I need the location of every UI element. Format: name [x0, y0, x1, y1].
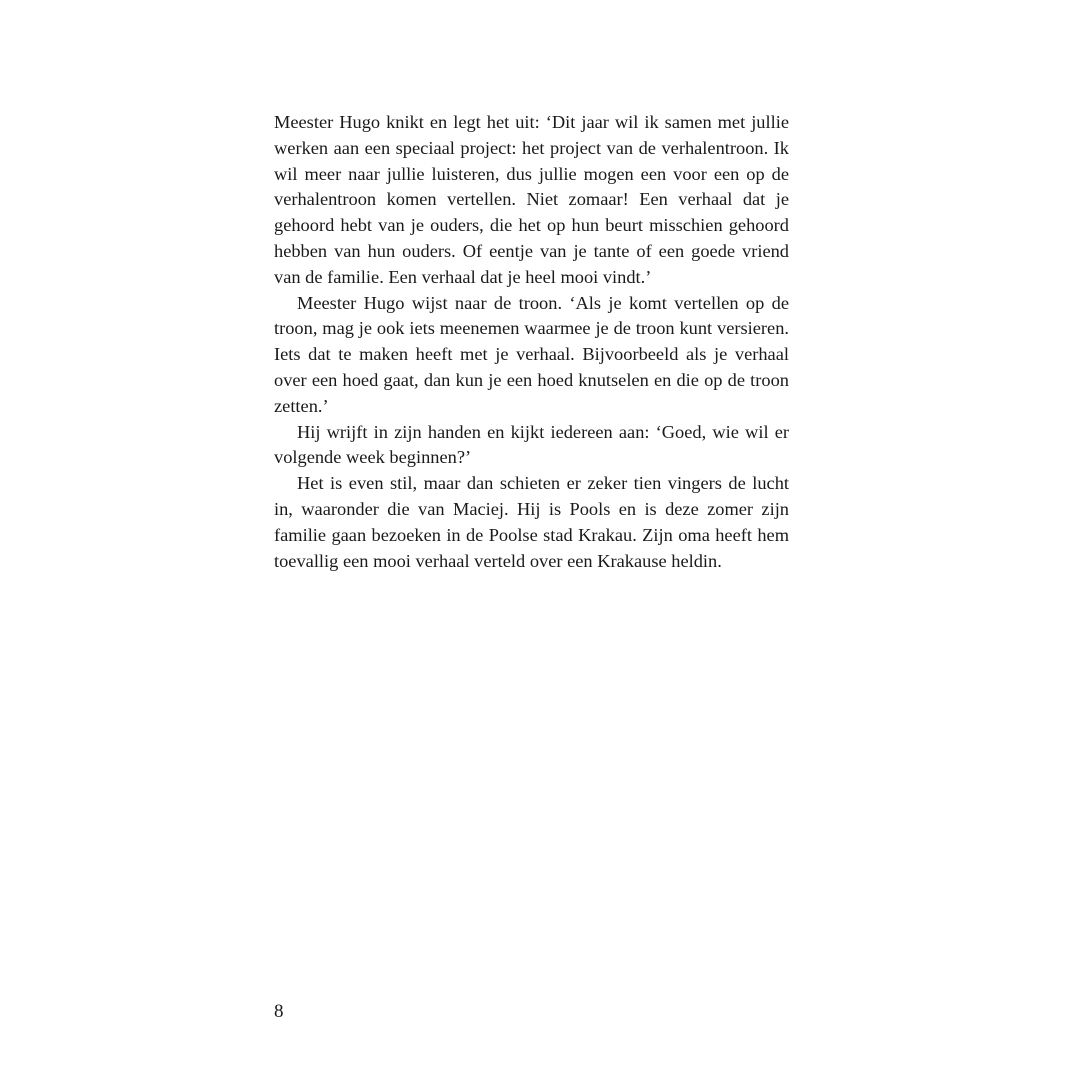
body-text: [274, 110, 789, 574]
paragraph: Meester Hugo wijst naar de troon. ‘Als je komt vertellen op de troon, mag je ook iets meenemen waarmee je de troon kunt versieren. Iets dat te maken heeft met je verhaal. Bijvoorbeeld als je verhaal over een hoed gaat, dan kun je een hoed knutselen en die op de troon zetten.’: [274, 292, 789, 416]
paragraph: Het is even stil, maar dan schieten er zeker tien vingers de lucht in, waaronder die van Maciej. Hij is Pools en is deze zomer zijn familie gaan bezoeken in de Poolse stad Krakau. Zijn oma heeft hem toevallig een mooi verhaal verteld over een Krakause heldin.: [274, 473, 789, 571]
page-number: 8: [274, 1001, 284, 1022]
paragraph: Hij wrijft in zijn handen en kijkt iedereen aan: ‘Goed, wie wil er volgende week beginnen?’: [274, 421, 789, 468]
paragraph: Meester Hugo knikt en legt het uit: ‘Dit jaar wil ik samen met jullie werken aan een speciaal project: het project van de verhalentroon. Ik wil meer naar jullie luisteren, dus jullie mogen een voor een op de verhalentroon komen vertellen. Niet zomaar! Een verhaal dat je gehoord hebt van je ouders, die het op hun beurt misschien gehoord hebben van hun ouders. Of eentje van je tante of een goede vriend van de familie. Een verhaal dat je heel mooi vindt.’: [274, 112, 789, 287]
